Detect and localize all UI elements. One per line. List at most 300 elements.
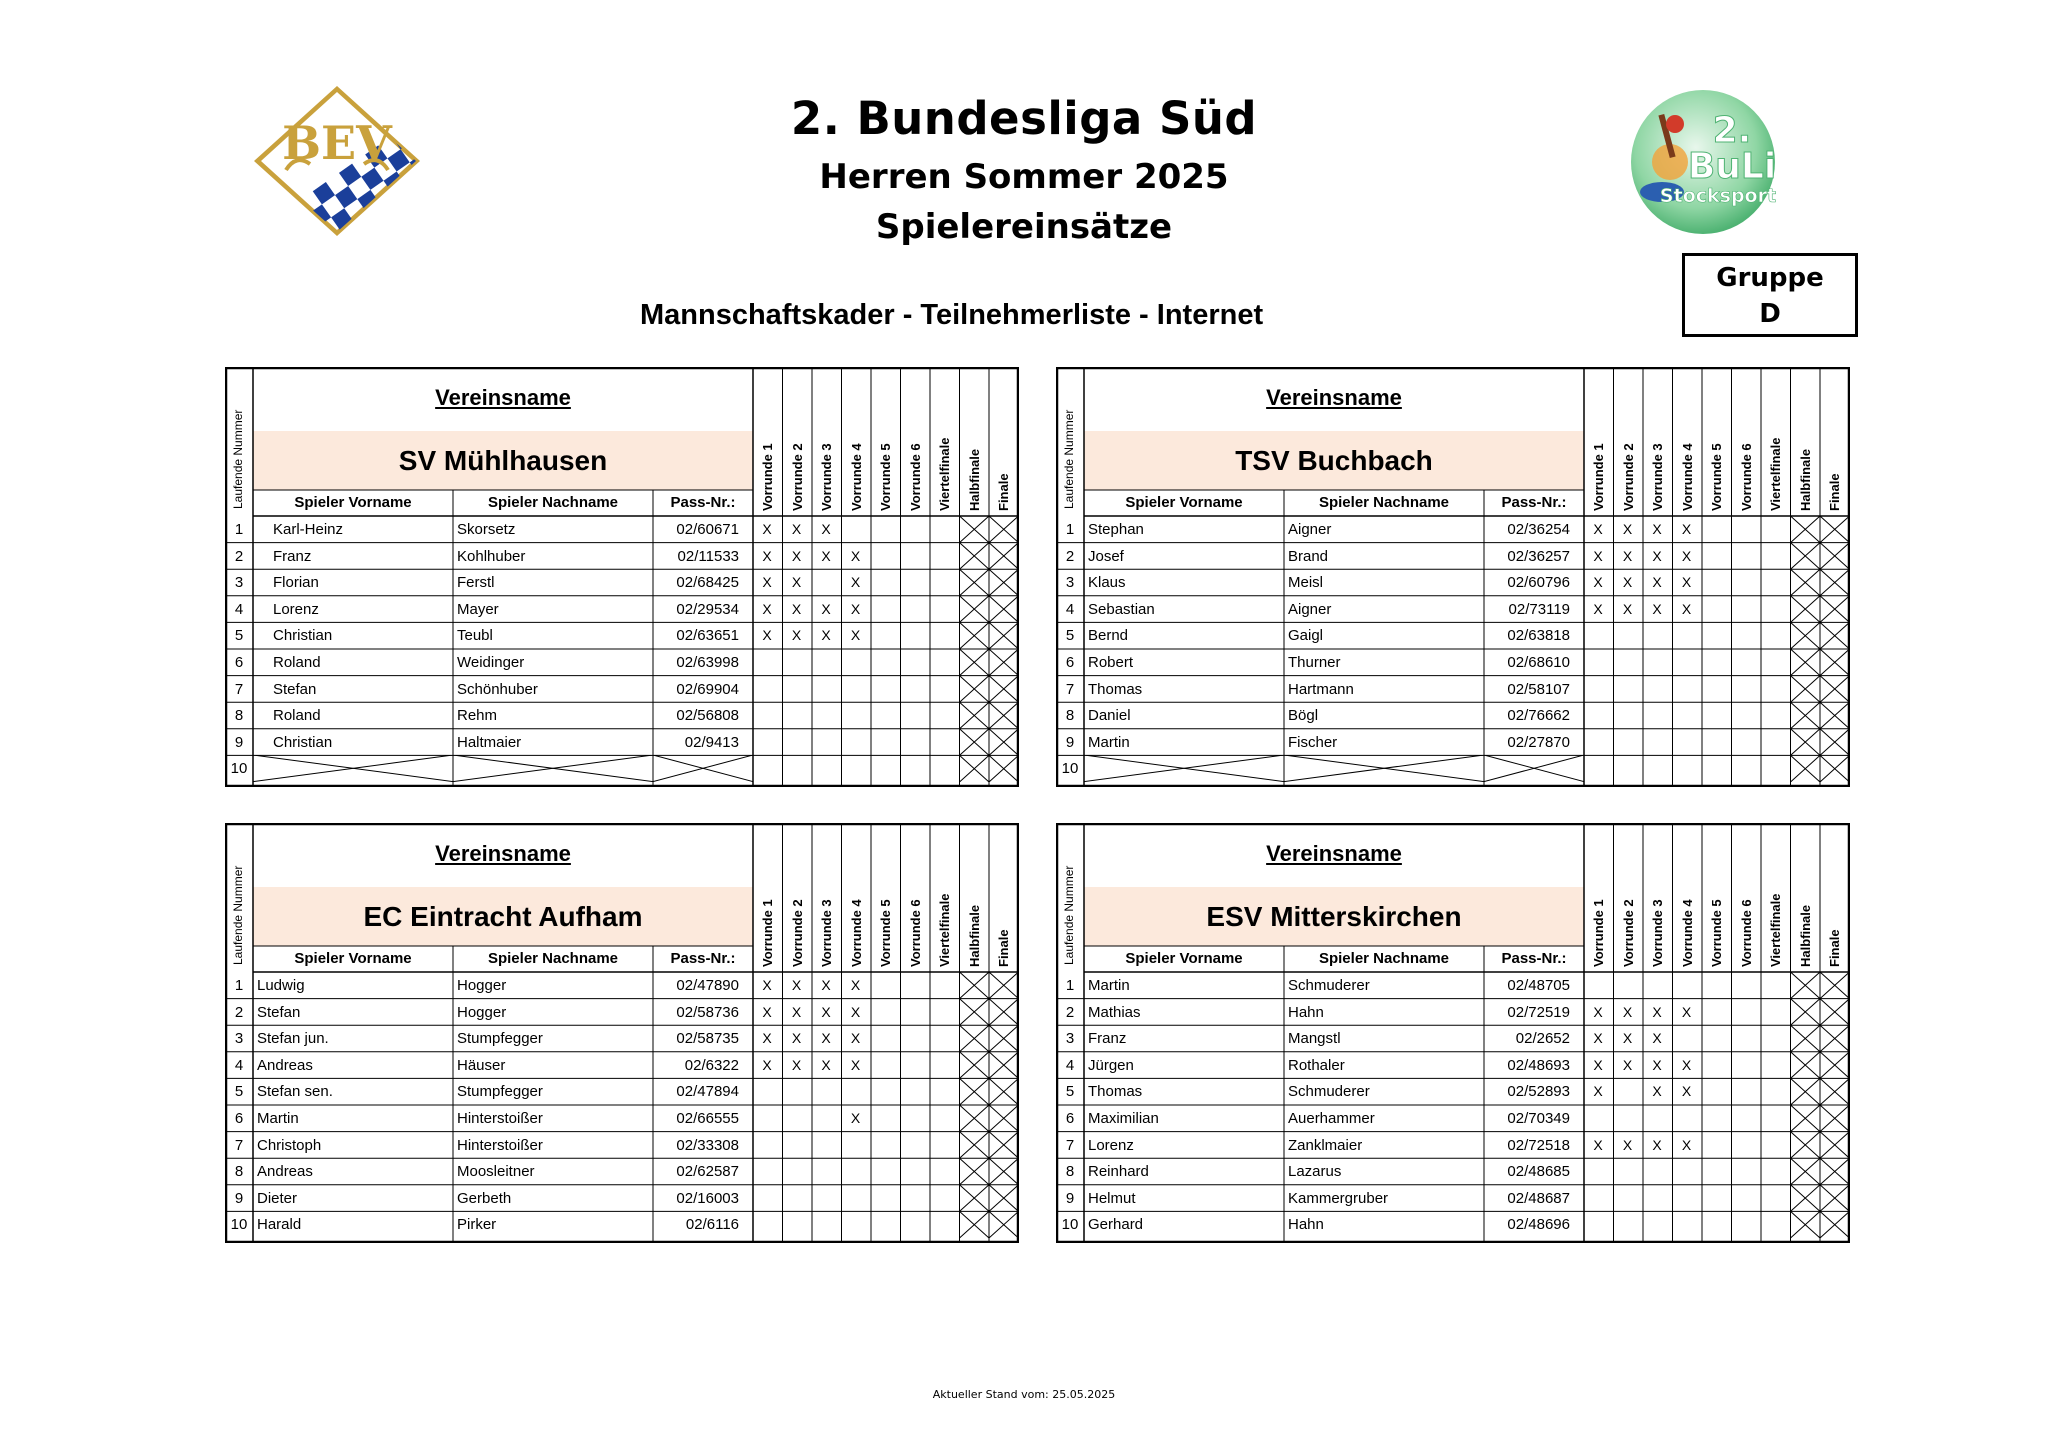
participation-mark: X — [791, 574, 802, 591]
club-name: ESV Mitterskirchen — [1206, 901, 1462, 932]
page-title: 2. Bundesliga Süd — [790, 92, 1258, 145]
player-first-name: Florian — [273, 574, 319, 592]
participation-mark: X — [850, 547, 861, 564]
player-pass-number: 02/58107 — [1507, 680, 1570, 698]
player-pass-number: 02/48696 — [1507, 1216, 1570, 1234]
first-name-header: Spieler Vorname — [1125, 494, 1243, 511]
participation-mark: X — [1593, 547, 1603, 564]
club-name: TSV Buchbach — [1235, 445, 1433, 476]
participation-mark: X — [1622, 574, 1633, 591]
participation-mark: X — [1652, 600, 1662, 617]
player-first-name: Josef — [1088, 547, 1124, 565]
row-number: 4 — [234, 1056, 244, 1074]
player-first-name: Martin — [257, 1110, 299, 1127]
svg-text:2.: 2. — [1712, 110, 1752, 151]
participation-mark: X — [1622, 1056, 1633, 1073]
last-name-header: Spieler Nachname — [1318, 494, 1450, 511]
group-label: Gruppe — [1716, 263, 1824, 293]
player-first-name: Ludwig — [257, 977, 305, 994]
participation-mark: X — [821, 600, 831, 617]
player-first-name: Andreas — [257, 1163, 313, 1181]
player-last-name: Rothaler — [1288, 1056, 1345, 1074]
player-first-name: Dieter — [257, 1189, 298, 1207]
player-pass-number: 02/63818 — [1507, 627, 1570, 645]
participation-mark: X — [850, 1056, 861, 1073]
round-header: Vorrunde 6 — [1738, 899, 1754, 967]
player-first-name: Robert — [1088, 654, 1134, 671]
participation-mark: X — [1681, 1056, 1692, 1073]
last-name-header: Spieler Nachname — [1318, 950, 1450, 967]
round-header: Vorrunde 3 — [1650, 443, 1665, 511]
player-first-name: Thomas — [1088, 680, 1143, 698]
participation-mark: X — [1622, 521, 1633, 537]
row-number: 3 — [1065, 1030, 1075, 1048]
participation-mark: X — [762, 1003, 772, 1020]
player-last-name: Kohlhuber — [457, 547, 526, 565]
participation-mark: X — [1593, 1083, 1603, 1100]
round-header: Vorrunde 6 — [907, 443, 923, 511]
round-header: Vorrunde 2 — [1620, 443, 1636, 511]
club-label: Vereinsname — [435, 841, 571, 866]
player-pass-number: 02/58736 — [676, 1003, 739, 1021]
round-header: Finale — [996, 929, 1011, 967]
row-number: 2 — [234, 547, 244, 565]
player-first-name: Reinhard — [1088, 1163, 1149, 1181]
round-header: Finale — [1827, 473, 1842, 511]
empty-row-cross — [253, 755, 753, 782]
round-header: Vorrunde 5 — [1709, 443, 1724, 511]
participation-mark: X — [1593, 1030, 1603, 1047]
participation-mark: X — [791, 521, 802, 537]
player-last-name: Teubl — [457, 627, 493, 645]
round-header: Vorrunde 1 — [1591, 443, 1606, 511]
row-number: 8 — [234, 1163, 244, 1181]
player-last-name: Gaigl — [1288, 627, 1324, 645]
player-pass-number: 02/73119 — [1508, 600, 1570, 618]
participation-mark: X — [821, 521, 831, 537]
participation-mark: X — [762, 600, 772, 617]
player-last-name: Schmuderer — [1288, 977, 1370, 994]
svg-text:BuLi: BuLi — [1687, 146, 1777, 187]
row-number: 10 — [230, 1216, 248, 1234]
player-first-name: Stephan — [1088, 521, 1144, 538]
participation-mark: X — [821, 1056, 831, 1073]
player-pass-number: 02/47890 — [676, 977, 739, 994]
empty-row-cross — [1084, 755, 1584, 782]
player-pass-number: 02/60796 — [1507, 574, 1570, 592]
row-number: 5 — [234, 1083, 244, 1101]
participation-mark: X — [850, 574, 861, 591]
round-header: Vorrunde 1 — [760, 899, 775, 967]
club-label: Vereinsname — [1266, 385, 1402, 410]
participation-mark: X — [791, 547, 802, 564]
row-number: 9 — [1065, 733, 1075, 751]
player-pass-number: 02/48687 — [1507, 1189, 1570, 1207]
pass-number-header: Pass-Nr.: — [1501, 950, 1567, 967]
player-first-name: Franz — [273, 547, 312, 565]
club-name: SV Mühlhausen — [398, 445, 608, 476]
participation-mark: X — [1652, 1083, 1662, 1100]
row-number: 4 — [1065, 600, 1075, 618]
player-pass-number: 02/68425 — [676, 574, 739, 592]
player-pass-number: 02/36254 — [1507, 521, 1570, 538]
participation-mark: X — [850, 627, 861, 644]
player-first-name: Helmut — [1088, 1189, 1136, 1207]
player-last-name: Mayer — [457, 600, 499, 618]
player-first-name: Roland — [273, 707, 321, 725]
row-number: 1 — [234, 521, 244, 538]
player-pass-number: 02/2652 — [1515, 1030, 1570, 1048]
participation-mark: X — [821, 977, 831, 993]
svg-text:Stocksport: Stocksport — [1659, 185, 1777, 207]
participation-mark: X — [1681, 1003, 1692, 1020]
participation-mark: X — [791, 977, 802, 993]
player-pass-number: 02/60671 — [676, 521, 739, 538]
player-first-name: Christian — [273, 733, 333, 751]
player-pass-number: 02/62587 — [676, 1163, 739, 1181]
player-pass-number: 02/72518 — [1507, 1136, 1570, 1154]
participation-mark: X — [821, 1003, 831, 1020]
list-title: Mannschaftskader - Teilnehmerliste - Internet — [640, 299, 1264, 331]
participation-mark: X — [1652, 1030, 1662, 1047]
table-grid — [225, 823, 1019, 1243]
table-grid — [225, 367, 1019, 787]
participation-mark: X — [762, 627, 772, 644]
player-last-name: Auerhammer — [1288, 1110, 1375, 1127]
player-first-name: Mathias — [1088, 1003, 1141, 1021]
row-number: 7 — [234, 1136, 244, 1154]
player-last-name: Kammergruber — [1288, 1189, 1389, 1207]
round-header: Viertelfinale — [1768, 437, 1783, 511]
round-header: Vorrunde 4 — [1679, 443, 1695, 511]
round-header: Halbfinale — [1797, 448, 1813, 511]
player-pass-number: 02/16003 — [676, 1189, 739, 1207]
participation-mark: X — [850, 1003, 861, 1020]
player-first-name: Christian — [273, 627, 333, 645]
player-last-name: Hogger — [457, 977, 507, 994]
player-last-name: Hahn — [1288, 1216, 1324, 1234]
participation-mark: X — [1681, 574, 1692, 591]
running-number-header: Laufende Nummer — [1062, 865, 1076, 965]
participation-mark: X — [1652, 1003, 1662, 1020]
player-last-name: Haltmaier — [457, 733, 522, 751]
row-number: 4 — [234, 600, 244, 618]
participation-mark: X — [1622, 1030, 1633, 1047]
player-pass-number: 02/29534 — [676, 600, 739, 618]
participation-mark: X — [1652, 547, 1662, 564]
club-name: EC Eintracht Aufham — [363, 901, 643, 932]
participation-mark: X — [762, 521, 772, 537]
footer-date: Aktueller Stand vom: 25.05.2025 — [932, 1388, 1116, 1401]
player-first-name: Gerhard — [1088, 1216, 1144, 1234]
row-number: 5 — [1065, 627, 1075, 645]
round-header: Vorrunde 6 — [907, 899, 923, 967]
pass-number-header: Pass-Nr.: — [670, 494, 736, 511]
round-header: Vorrunde 1 — [1591, 899, 1606, 967]
round-header: Vorrunde 2 — [1620, 899, 1636, 967]
player-last-name: Aigner — [1288, 600, 1332, 618]
player-last-name: Zanklmaier — [1288, 1136, 1363, 1154]
player-pass-number: 02/76662 — [1507, 707, 1570, 725]
running-number-header: Laufende Nummer — [231, 409, 245, 509]
round-header: Finale — [996, 473, 1011, 511]
row-number: 8 — [234, 707, 244, 725]
row-number: 5 — [234, 627, 244, 645]
pass-number-header: Pass-Nr.: — [670, 950, 736, 967]
row-number: 10 — [1061, 1216, 1079, 1234]
round-header: Vorrunde 4 — [1679, 899, 1695, 967]
player-pass-number: 02/6322 — [684, 1056, 739, 1074]
player-pass-number: 02/48705 — [1507, 977, 1570, 994]
player-last-name: Bögl — [1288, 707, 1319, 725]
player-pass-number: 02/56808 — [676, 707, 739, 725]
participation-mark: X — [762, 1056, 772, 1073]
player-last-name: Hinterstoißer — [457, 1136, 543, 1154]
participation-mark: X — [1593, 521, 1603, 537]
row-number: 9 — [234, 1189, 244, 1207]
player-pass-number: 02/47894 — [676, 1083, 739, 1101]
row-number: 3 — [1065, 574, 1075, 592]
team-table-2 — [1056, 367, 1850, 787]
group-box — [1682, 253, 1858, 337]
pass-number-header: Pass-Nr.: — [1501, 494, 1567, 511]
round-header: Vorrunde 4 — [848, 443, 864, 511]
participation-mark: X — [1681, 1136, 1692, 1153]
player-first-name: Roland — [273, 654, 321, 671]
group-value: D — [1759, 299, 1781, 329]
table-grid — [1056, 823, 1850, 1243]
participation-mark: X — [850, 1030, 861, 1047]
row-number: 8 — [1065, 1163, 1075, 1181]
row-number: 2 — [234, 1003, 244, 1021]
participation-mark: X — [1622, 600, 1633, 617]
player-first-name: Thomas — [1088, 1083, 1143, 1101]
season-line: Herren Sommer 2025 — [819, 157, 1229, 197]
player-last-name: Häuser — [457, 1056, 506, 1074]
participation-mark: X — [791, 1056, 802, 1073]
round-header: Vorrunde 5 — [1709, 899, 1724, 967]
player-pass-number: 02/11533 — [677, 547, 739, 565]
row-number: 7 — [1065, 680, 1075, 698]
player-pass-number: 02/63998 — [676, 654, 739, 671]
participation-mark: X — [850, 1110, 861, 1126]
player-last-name: Ferstl — [457, 574, 495, 592]
round-header: Finale — [1827, 929, 1842, 967]
row-number: 6 — [234, 1110, 244, 1127]
player-last-name: Stumpfegger — [457, 1083, 543, 1101]
player-last-name: Meisl — [1288, 574, 1324, 592]
last-name-header: Spieler Nachname — [487, 494, 619, 511]
round-header: Vorrunde 5 — [878, 899, 893, 967]
player-last-name: Hinterstoißer — [457, 1110, 543, 1127]
player-pass-number: 02/69904 — [676, 680, 739, 698]
svg-text:BEV: BEV — [282, 116, 392, 170]
first-name-header: Spieler Vorname — [294, 494, 412, 511]
row-number: 2 — [1065, 1003, 1075, 1021]
round-header: Halbfinale — [966, 448, 982, 511]
running-number-header: Laufende Nummer — [1062, 409, 1076, 509]
participation-mark: X — [1681, 600, 1692, 617]
player-first-name: Klaus — [1088, 574, 1126, 592]
round-header: Vorrunde 3 — [819, 899, 834, 967]
player-first-name: Lorenz — [273, 600, 319, 618]
participation-mark: X — [1652, 1056, 1662, 1073]
player-pass-number: 02/63651 — [676, 627, 739, 645]
player-last-name: Gerbeth — [457, 1189, 512, 1207]
player-pass-number: 02/48685 — [1507, 1163, 1570, 1181]
participation-mark: X — [1593, 574, 1603, 591]
player-last-name: Weidinger — [457, 654, 525, 671]
participation-mark: X — [1622, 1136, 1633, 1153]
participation-mark: X — [850, 600, 861, 617]
round-header: Vorrunde 4 — [848, 899, 864, 967]
participation-mark: X — [762, 977, 772, 993]
player-pass-number: 02/48693 — [1507, 1056, 1570, 1074]
round-header: Vorrunde 5 — [878, 443, 893, 511]
player-last-name: Hahn — [1288, 1003, 1324, 1021]
player-last-name: Stumpfegger — [457, 1030, 543, 1048]
round-header: Halbfinale — [966, 904, 982, 967]
round-header: Halbfinale — [1797, 904, 1813, 967]
round-header: Viertelfinale — [937, 437, 952, 511]
player-last-name: Moosleitner — [457, 1163, 535, 1181]
player-first-name: Andreas — [257, 1056, 313, 1074]
player-last-name: Lazarus — [1288, 1163, 1342, 1181]
player-last-name: Brand — [1288, 547, 1329, 565]
participation-mark: X — [1622, 547, 1633, 564]
player-first-name: Stefan — [257, 1003, 301, 1021]
player-pass-number: 02/70349 — [1507, 1110, 1570, 1127]
row-number: 6 — [1065, 1110, 1075, 1127]
player-last-name: Thurner — [1288, 654, 1341, 671]
participation-mark: X — [850, 977, 861, 993]
team-table-3 — [225, 823, 1019, 1243]
player-last-name: Pirker — [457, 1216, 497, 1234]
running-number-header: Laufende Nummer — [231, 865, 245, 965]
row-number: 7 — [234, 680, 244, 698]
player-first-name: Christoph — [257, 1136, 322, 1154]
player-last-name: Hogger — [457, 1003, 507, 1021]
round-header: Vorrunde 2 — [789, 443, 805, 511]
participation-mark: X — [821, 1030, 831, 1047]
participation-mark: X — [1652, 574, 1662, 591]
participation-mark: X — [1681, 1083, 1692, 1100]
player-first-name: Franz — [1088, 1030, 1127, 1048]
row-number: 3 — [234, 1030, 244, 1048]
player-first-name: Karl-Heinz — [273, 521, 344, 538]
round-header: Vorrunde 1 — [760, 443, 775, 511]
player-first-name: Bernd — [1088, 627, 1129, 645]
participation-mark: X — [762, 547, 772, 564]
round-header: Vorrunde 3 — [1650, 899, 1665, 967]
participation-mark: X — [1652, 1136, 1662, 1153]
team-table-4 — [1056, 823, 1850, 1243]
team-table-1 — [225, 367, 1019, 787]
player-first-name: Stefan sen. — [257, 1083, 333, 1101]
player-first-name: Sebastian — [1088, 600, 1155, 618]
player-first-name: Martin — [1088, 733, 1130, 751]
player-first-name: Stefan jun. — [257, 1030, 329, 1048]
participation-mark: X — [791, 1003, 802, 1020]
participation-mark: X — [1681, 521, 1692, 537]
row-number: 10 — [1061, 760, 1079, 778]
participation-mark: X — [762, 574, 772, 591]
participation-mark: X — [821, 547, 831, 564]
row-number: 2 — [1065, 547, 1075, 565]
player-last-name: Schönhuber — [457, 680, 538, 698]
participation-mark: X — [1593, 1056, 1603, 1073]
first-name-header: Spieler Vorname — [294, 950, 412, 967]
row-number: 7 — [1065, 1136, 1075, 1154]
player-pass-number: 02/68610 — [1507, 654, 1570, 671]
player-first-name: Martin — [1088, 977, 1130, 994]
round-header: Viertelfinale — [937, 893, 952, 967]
player-last-name: Fischer — [1288, 733, 1338, 751]
round-header: Vorrunde 3 — [819, 443, 834, 511]
first-name-header: Spieler Vorname — [1125, 950, 1243, 967]
row-number: 3 — [234, 574, 244, 592]
participation-mark: X — [1652, 521, 1662, 537]
player-first-name: Jürgen — [1088, 1056, 1134, 1074]
participation-mark: X — [762, 1030, 772, 1047]
round-header: Viertelfinale — [1768, 893, 1783, 967]
player-pass-number: 02/27870 — [1507, 733, 1570, 751]
row-number: 1 — [1065, 977, 1075, 994]
row-number: 8 — [1065, 707, 1075, 725]
row-number: 1 — [1065, 521, 1075, 538]
player-first-name: Harald — [257, 1216, 302, 1234]
player-pass-number: 02/9413 — [684, 733, 739, 751]
row-number: 6 — [234, 654, 244, 671]
row-number: 5 — [1065, 1083, 1075, 1101]
last-name-header: Spieler Nachname — [487, 950, 619, 967]
player-first-name: Maximilian — [1088, 1110, 1159, 1127]
row-number: 4 — [1065, 1056, 1075, 1074]
club-label: Vereinsname — [435, 385, 571, 410]
participation-mark: X — [1593, 600, 1603, 617]
player-last-name: Schmuderer — [1288, 1083, 1370, 1101]
player-last-name: Rehm — [457, 707, 498, 725]
player-pass-number: 02/66555 — [676, 1110, 739, 1127]
player-pass-number: 02/36257 — [1507, 547, 1570, 565]
player-pass-number: 02/58735 — [676, 1030, 739, 1048]
participation-mark: X — [1622, 1003, 1633, 1020]
round-header: Vorrunde 6 — [1738, 443, 1754, 511]
row-number: 9 — [1065, 1189, 1075, 1207]
player-first-name: Daniel — [1088, 707, 1131, 725]
row-number: 1 — [234, 977, 244, 994]
player-last-name: Mangstl — [1288, 1030, 1341, 1048]
row-number: 6 — [1065, 654, 1075, 671]
row-number: 9 — [234, 733, 244, 751]
participation-mark: X — [791, 600, 802, 617]
player-pass-number: 02/52893 — [1507, 1083, 1570, 1101]
player-last-name: Hartmann — [1288, 680, 1354, 698]
section-line: Spielereinsätze — [875, 207, 1173, 247]
participation-mark: X — [791, 627, 802, 644]
player-pass-number: 02/72519 — [1507, 1003, 1570, 1021]
participation-mark: X — [1593, 1003, 1603, 1020]
player-pass-number: 02/6116 — [685, 1216, 739, 1234]
row-number: 10 — [230, 760, 248, 778]
player-last-name: Aigner — [1288, 521, 1332, 538]
player-pass-number: 02/33308 — [676, 1136, 739, 1154]
participation-mark: X — [821, 627, 831, 644]
club-label: Vereinsname — [1266, 841, 1402, 866]
participation-mark: X — [791, 1030, 802, 1047]
table-grid — [1056, 367, 1850, 787]
participation-mark: X — [1681, 547, 1692, 564]
